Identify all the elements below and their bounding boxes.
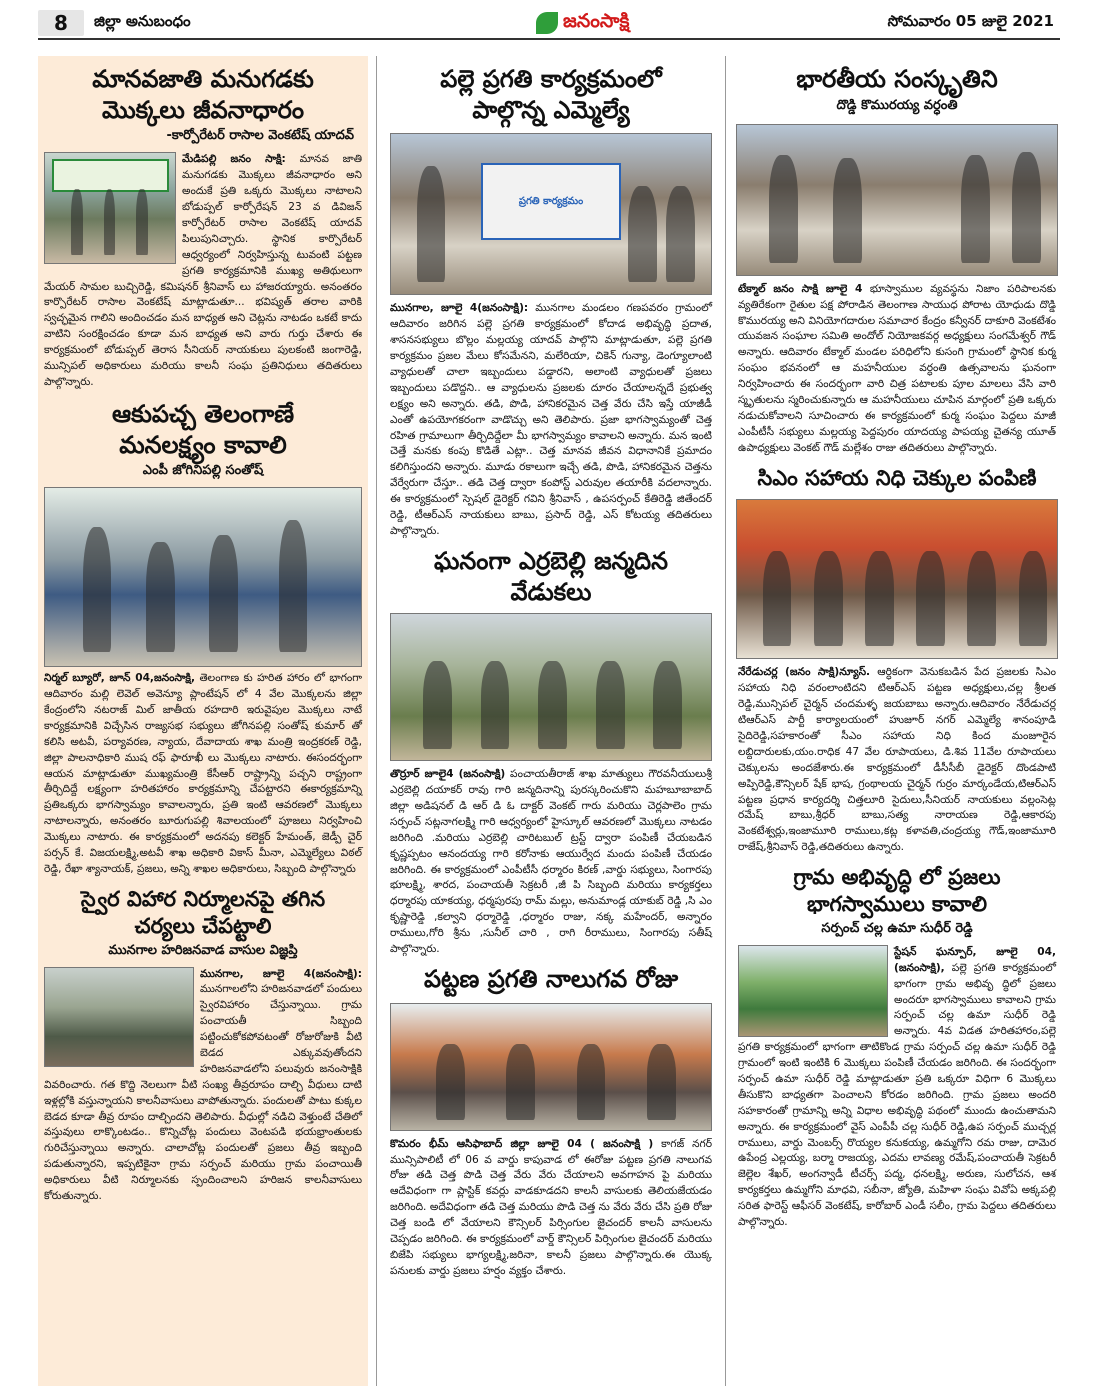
article-body: [38, 152, 368, 390]
photo-person: [481, 661, 510, 749]
photo-person: [506, 1044, 535, 1120]
photo-person: [538, 661, 567, 749]
photo-person: [71, 189, 83, 255]
article-text: పల్లె ప్రగతి కార్యక్రమంలో భాగంగా గ్రామ అభివృ ద్ధిలో ప్రజలు అందరూ భాగస్వాములు కావాలని గ్రామ సర్పంచ్ చల్ల ఉమా సుధీర్ రెడ్డి అన్నారు. 4వ విడత హరితహారం,పల్లె ప్రగతి కార్యక్రమంలో భాగంగా తాటికొండ గ్రామ సర్పంచ్ చల్ల ఉమా సుధీర్ రెడ్డి గ్రామంలో ఇంటి ఇంటికి 6 మొక్కలు పంపిణీ చేయడం జరిగింది. ఈ సందర్భంగా సర్పంచ్ ఉమా సుధీర్ రెడ్డి మాట్లాడుతూ ప్రతి ఒక్కరూ విధిగా 6 మొక్కలు తీసుకొని బాధ్యతగా పెంచాలని కోరడం జరిగింది. గ్రామ ప్రజలు అందరి సహకారంతో గ్రామాన్ని అన్ని విధాల అభివృద్ధి పథంలో ముందు ఉంచుతామని అన్నారు. ఈ కార్యక్రమంలో వైస్ ఎంపీపీ చల్ల సుధీర్ రెడ్డి,ఉప సర్పంచ్ ముచ్చర్ల రాములు, వార్డు మెంబర్స్ రొయ్యల కనుకయ్య, ఉమ్మగోని రమ రాజు, దామెర ఉపేంద్ర ఎల్లయ్య, బర్మా రాజయ్య, ఎదమ లావణ్య రమేష్,పంచాయతీ సెక్రటరీ జెల్లెల శేఖర్, అంగన్వాడీ టీచర్స్ పద్మ, ధనలక్ష్మి, అరుణ, సులోచన, ఆశ కార్యకర్తలు ఉమ్మగోని మాధవి, సబీనా, జ్యోతి, మహిళా సంఘ వివోఏ అక్కపల్లి సరిత ఫారెస్ట్ ఆఫీసర్ వెంకటేష్, కారోబార్ ఎండీ సలీం, గ్రామ పెద్దలు తదితరులు పాల్గొన్నారు.: [738, 961, 1056, 1228]
photo-banner: [52, 159, 169, 192]
headline: పట్టణ ప్రగతి నాలుగవ రోజు: [423, 964, 679, 993]
article-pig-menace: [38, 886, 368, 1205]
column-divider: [725, 56, 726, 1386]
issue-date: సోమవారం 05 జులై 2021: [887, 12, 1054, 30]
photo-person: [916, 551, 945, 646]
column-divider: [376, 56, 377, 1386]
photo-person: [628, 186, 657, 282]
photo-person: [104, 189, 116, 255]
headline-line2: చర్యలు చేపట్టాలి: [134, 913, 272, 938]
headline-line1: మానవజాతి మనుగడకు: [92, 65, 314, 93]
photo-person: [136, 189, 148, 255]
article-text: ఆర్ధికంగా వెనుకబడిన పేద ప్రజలకు సిఎం సహాయ నిధి వరంలాంటిదని టిఆర్ఎస్ పట్టణ అధ్యక్షులు,చల్ల శ్రీలత రెడ్డి,మున్సిపల్ చైర్మన్ చందమళ్ళ జయబాబు అన్నారు.ఆదివారం నేరేడుచర్ల టిఆర్ఎస్ పార్టీ కార్యాలయంలో హుజూర్ నగర్ ఎమ్మెల్యే శానంపూడి సైదిరెడ్డి,సహకారంతో సీఎం సహాయ నిధి కింద మంజూరైన లబ్దిదారులకు,యం.రాధిక 47 వేల రూపాయలు, డి.శివ 11వేల రూపాయలు చెక్కులను అందజేశారు.ఈ కార్యక్రమంలో డీసీసీబీ డైరెక్టర్ దొండపాటి అప్పిరెడ్డి,కౌన్సిలర్ షేక్ భాష, గ్రంథాలయ చైర్మన్ గుర్రం మార్కండేయ,టిఆర్ఎస్ పట్టణ ప్రధాన కార్యదర్శి చిత్తలూరి సైదులు,సీనియర్ నాయకులు వల్లంసెట్ల రమేష్ బాబు,శ్రీధర్ బాబు,సత్య నారాయణ రెడ్డి,ఆకారపు వెంకటేశ్వర్లు,ఇంజామూరి రాములు,కట్ల కళావతి,చంద్రయ్య గౌడ్,ఇంజామూరి రాజేష్,శ్రీనివాస్ రెడ్డి,తదితరులు ఉన్నారు.: [738, 666, 1056, 854]
article-photo: [390, 133, 712, 295]
headline: సిఎం సహాయ నిధి చెక్కుల పంపిణి: [757, 465, 1037, 490]
page-number: 8: [38, 10, 84, 36]
article-subtitle: మునగాల హరిజనవాడ వాసుల విజ్ఞప్తి: [108, 942, 298, 958]
dateline: నిర్మల్ బ్యూరో, జూన్ 04,జనంసాక్షి,: [44, 672, 195, 685]
headline-line1: స్వైర విహార నిర్మూలనపై తగిన: [80, 886, 326, 911]
article-photo: [44, 152, 176, 264]
article-photo: [44, 967, 194, 1067]
column-3: [732, 56, 1062, 1386]
photo-person: [961, 155, 990, 263]
article-komuraiah: [732, 56, 1062, 457]
article-photo: [736, 499, 1058, 659]
article-text: మునగాలలోని హరిజనవాడలో పందులు స్వైరవిహారం చేస్తున్నాయి. గ్రామ పంచాయతీ సిబ్బంది పట్టించుకోకపోవటంతో రోజురోజుకి వీటి బెడద ఎక్కువవుతోందని హరిజనవాడలోని పలువురు జనంసాక్షికి వివరించారు. గత కొద్ది నెలలుగా వీటి సంఖ్య తీవ్రరూపం దాల్చి వీధులు దాటి ఇళ్లల్లోకి వస్తున్నాయని కాలనీవాసులు వాపోతున్నారు. పందులతో పాటు కుక్కల బెడద కూడా తీవ్ర రూపం దాల్చిందని తెలిపారు. వీధుల్లో నడిచి వెళ్తుంటే చేతిలో వస్తువులు లాక్కొంటడం.. కొన్నిచోట్ల పందులు వెంటపడి భయభ్రాంతులకు గురిచేస్తున్నాయి అన్నారు. చాలాచోట్ల పందులతో ప్రజలు తీవ్ర ఇబ్బంది పడుతున్నారని, ఇప్పటికైనా గ్రామ సర్పంచ్ మరియు గ్రామ పంచాయితీ అధికారులు వీటి నిర్మూలనకు స్పందించాలని హరిజన కాలనీవాసులు కోరుతున్నారు.: [44, 983, 362, 1203]
dateline: మునగాల, జూలై 4(జనంసాక్షి):: [390, 302, 529, 315]
article-photo: [736, 124, 1058, 276]
article-pattana-pragathi: [384, 964, 718, 1280]
photo-person: [833, 158, 862, 263]
article-photo: [390, 613, 712, 761]
article-photo: [44, 487, 362, 667]
article-body: [732, 945, 1062, 1231]
article-subtitle: ఎంపీ జోగినిపల్లి సంతోష్: [142, 463, 264, 479]
article-body: [732, 282, 1062, 457]
photo-person: [814, 551, 843, 646]
dateline: టేక్మాల్ జనం సాక్షి జూలై 4: [738, 282, 863, 295]
article-subtitle: దొడ్డి కొమురయ్య వర్ధంతి: [836, 97, 958, 113]
headline-line2: మొక్కలు జీవనాధారం: [101, 95, 305, 124]
photo-person: [653, 661, 682, 749]
dateline: మునగాల, జూలై 4(జనంసాక్షి):: [200, 967, 362, 980]
headline-line1: పల్లె ప్రగతి కార్యక్రమంలో: [440, 65, 662, 93]
article-body: [384, 767, 718, 958]
article-village-development: [732, 864, 1062, 1231]
photo-person: [417, 166, 446, 281]
masthead-logo: [536, 8, 629, 38]
article-text: తెలంగాణ కు హరిత హారం లో భాగంగా ఆదివారం మల్లి లెవెల్ అవెన్యూ ప్లాంటేషన్ లో 4 వేల మొక్కలను జిల్లా కేంద్రంలోని నటరాజ్ మిల్ జాతీయ రహదారి ఇరువైపుల మొక్కలు నాటే కార్యక్రమానికి విచ్చేసిన రాజ్యసభ సభ్యులు జోగినపల్లి సంతోష్ కుమార్ తో కలిసి అటవీ, పర్యావరణ, న్యాయ, దేవాదాయ శాఖ మంత్రి ఇంద్రకరణ్ రెడ్డి, జిల్లా పాలనాధికారి ముష రఫ్ ఫారూఖీ లు మొక్కలు నాటారు. ఈసందర్భంగా ఆయన మాట్లాడుతూ ముఖ్యమంత్రి కేసీఆర్ రాష్ట్రాన్ని పచ్చని రాష్ట్రంగా తీర్చిదిద్దే లక్ష్యంగా హరితహారం కార్యక్రమాన్ని చేపట్టారని ఈకార్యక్రమాన్ని ప్రతిఒక్కరు భాగస్వామ్యం కావాలన్నారు, ప్రతి ఇంటి ఆవరణలో మొక్కలు నాటాలన్నారు, అనంతరం బూరుగుపల్లి శివాలయంలో పూజలు నిర్వహించి మొక్కలు నాటారు. ఈ కార్యక్రమంలో అదనపు కలెక్టర్ హేమంత్, జెడ్పీ చైర్ పర్సన్ కే. విజయలక్ష్మి,అటవీ శాఖ అధికారి వికాస్ మీనా, ఎమ్మెల్యేలు విఠల్ రెడ్డి, రేఖా శ్యానాయక్, ప్రజలు, అన్ని శాఖల అధికారులు, సిబ్బంది పాల్గొన్నారు: [44, 672, 363, 875]
dateline: స్టేషన్ ఘన్పూర్, జూలై 04, (జనంసాక్షి),: [894, 945, 1056, 974]
column-2: [384, 56, 718, 1386]
headline-line2: మనలక్ష్యం కావాలి: [119, 430, 287, 459]
article-subtitle: సర్పంచ్ చల్ల ఉమా సుధీర్ రెడ్డి: [821, 920, 973, 936]
photo-person: [577, 1044, 606, 1120]
headline: భారతీయ సంస్కృతిని: [796, 65, 998, 93]
headline-line1: గ్రామ అభివృద్ధి లో ప్రజలు: [793, 865, 1001, 890]
article-text: కాగజ్ నగర్ మున్సిపాలిటీ లో 06 వ వార్డు కాపువాడ లో ఈరోజు పట్టణ ప్రగతి నాలుగవ రోజు తడి చెత్త పొడి చెత్త వేరు వేరు చేయాలని అవగాహన పై మరియు ఆదేవిధంగా గా ప్లాస్టిక్ కవర్లు వాడకూడదని కాలనీ వాసులకు తెలియజేయడం జరిగింది. అదేవిధంగా తడి చెత్త మరియు పొడి చెత్త ను వేరు వేరు చేసి ప్రతి రోజు చెత్త బండి లో వేయాలని కౌన్సిలర్ పిర్సింగుల జైచందర్ కాలనీ వాసులను చెప్పడం జరిగింది. ఈ కార్యక్రమంలో వార్డ్ కౌన్సిలర్ పిర్సింగుల జైచందర్ మరియు బిజేపి సభ్యులు భాగ్యలక్ష్మి,జరినా, కాలనీ ప్రజలు పాల్గొన్నారు.ఈ యొక్క పనులకు వార్డు ప్రజలు హర్షం వ్యక్తం చేశారు.: [390, 1137, 713, 1277]
article-photo: [390, 1003, 712, 1131]
page-header: [38, 8, 1060, 40]
photo-person: [279, 520, 307, 652]
photo-person: [1019, 551, 1048, 646]
section-title: జిల్లా అనుబంధం: [94, 12, 191, 30]
photo-banner: ప్రగతి కార్యక్రమం: [481, 163, 622, 240]
photo-person: [1012, 152, 1041, 263]
leaf-icon: [536, 12, 558, 34]
dateline: తొర్రూర్ జూలై4 (జనంసాక్షి): [390, 768, 506, 781]
photo-person: [666, 186, 695, 282]
photo-person: [763, 551, 792, 646]
article-text: పంచాయతీరాజ్ శాఖ మాత్యులు గౌరవనీయులుశ్రీ ఎర్రబెల్లి దయాకర్ రావు గారి జన్మదినాన్ని పురస్కరించుకొని మహబూబాబాద్ జిల్లా అడిషనల్ డి ఆర్ డి ఓ దాక్టర్ వెంకట్ గారు మరియు చెర్లపాలెం గ్రామ సర్పంచ్ సట్లనాగలక్ష్మి గారి ఆధ్వర్యంలో హైస్కూల్ ఆవరణలో మొక్కలు నాటడం జరిగింది .మరియు ఎర్రబెల్లి చారిటబుల్ ట్రస్ట్ ద్వారా పంపిణీ చేయబడిన కృష్ణప్పటం ఆనందయ్య గారి కరోనాకు ఆయుర్వేద మందు పంపిణీ చేయడం జరిగింది. ఈ కార్యక్రమంలో ఎంపీటీసీ ధర్మారం కిరణ్ ,వార్డు సభ్యులు, సింగారపు భూలక్ష్మి, శారద, పంచాయతీ సెక్రటరీ ,జీ పి సిబ్బంది మరియు కార్యకర్తలు ధర్మారపు యాకయ్య, ధర్మపురపు రామ్ మల్లు, అనుమాండ్ల యాకుబ్ రెడ్డి ,సి ఎం కృష్ణారెడ్డి ,కల్వాని ధర్మారెడ్డి ,ధర్మారం రాజు, నక్క మహేందర్, అన్నారం రాములు,గోరి శ్రీను ,సునీల్ చారి , రాగి రీరాములు, సింగారపు సతీష్ పాల్గొన్నారు.: [390, 768, 712, 956]
photo-person: [209, 535, 237, 652]
photo-person: [423, 661, 452, 749]
headline-line2: భాగస్వాములు కావాలి: [807, 891, 987, 916]
column-1: [38, 56, 368, 1386]
headline-line1: ఘనంగా ఎర్రబెల్లి జన్మదిన: [434, 546, 668, 575]
article-body: [384, 301, 718, 539]
article-cm-relief-fund: [732, 465, 1062, 857]
photo-person: [596, 661, 625, 749]
headline-line2: వేడుకలు: [510, 577, 592, 606]
headline-line2: పాల్గొన్న ఎమ్మెల్యే: [472, 95, 630, 124]
article-body: [384, 1137, 718, 1280]
photo-person: [865, 551, 894, 646]
dateline: మేడిపల్లి జనం సాక్షి:: [182, 153, 286, 166]
photo-person: [436, 1044, 465, 1120]
headline-line1: ఆకుపచ్చ తెలంగాణే: [111, 399, 295, 428]
photo-person: [83, 527, 111, 652]
masthead-text: జనంసాక్షి: [563, 9, 630, 32]
article-photo: [738, 945, 888, 1037]
article-errabelli-birthday: [384, 546, 718, 958]
photo-person: [647, 1044, 676, 1120]
article-mla-pragathi: [384, 56, 718, 540]
photo-person: [146, 542, 174, 652]
article-body: [38, 967, 368, 1205]
article-text: భూస్వాముల వ్యవస్థను నిజాం పరిపాలనకు వ్యతిరేకంగా రైతుల పక్ష పోరాడిన తెలంగాణ సాయుధ పోరాట యోధుడు దొడ్డి కొమురయ్య అని వినియోగదారుల సమాచార కేంద్రం కన్వీనర్ దాకూరి వెంకటేశం యువజన సంఘాల సమితి అందోల్ నియోజకవర్గ అధ్యక్షులు సంగమేశ్వర్ గౌడ్ అన్నారు. ఆదివారం టేక్మాల్ మండల పరిధిలోని కుసంగి గ్రామంలో స్థానిక కుర్మ సంఘం భవనంలో ఆ మహనీయుల వర్ధంతి ఉత్సవాలను ఘనంగా నిర్వహించారు ఈ సందర్భంగా వారి చిత్ర పటాలకు పూల మాలలు వేసి వారి స్మృతులను స్మరించుకున్నారు ఆ మహనీయులు చూపిన మార్గంలో ప్రతి ఒక్కరు నడుచుకోవాలని సూచించారు ఈ కార్యక్రమంలో కుర్మ సంఘం పెద్దలు మాజీ ఎంపీటీసీ సభ్యులు మల్లయ్య పెద్దపురం యాదయ్య పాపయ్య చైతన్య యూత్ ఉపాధ్యక్షులు వెంకట్ గౌడ్ మల్లేశం రాజు తదితరులు పాల్గొన్నారు.: [738, 282, 1056, 454]
article-byline: -కార్పోరేటర్ రాసాల వెంకటేష్ యాదవ్: [166, 128, 354, 144]
article-plants-lifeline: [38, 56, 368, 391]
dateline: కొమరం భీమ్ ఆసిఫాబాద్ జిల్లా జూలై 04 ( జనంసాక్షి ): [390, 1137, 654, 1150]
dateline: నేరేడుచర్ల (జనం సాక్షి)న్యూస్.: [738, 666, 871, 679]
article-body: [732, 665, 1062, 856]
article-text: మునగాల మండలం గణపవరం గ్రామంలో ఆదివారం జరిగిన పల్లె ప్రగతి కార్యక్రమంలో కోదాడ అభివృద్ధి ప్రదాత, శాసనసభ్యులు బొల్లం మల్లయ్య యాదవ్ పాల్గొని మాట్లాడుతూ, పల్లె ప్రగతి కార్యక్రమం ప్రజల మేలు కోసమేనని, మలేరియా, చికెన్ గున్యా, డెంగ్యూలాంటి వ్యాధులతో చాలా ఇబ్బందులు పడ్డారని, అలాంటి వ్యాధులతో ప్రజలు ఇబ్బందులు పడొద్దని.. ఆ వ్యాధులను ప్రజలకు దూరం చేయాలన్నదే ప్రభుత్వ లక్ష్యం అని అన్నారు. తడి, పొడి, హానికరమైన చెత్త వేరు చేసి ఇస్తే యాజీడీ ఎంతో ఉపయోగకరంగా వాడొచ్చు అని తెలిపారు. ప్రజా భాగస్వామ్యంతో చెత్త రహిత గ్రామాలుగా తీర్చిదిద్దేలా మీ భాగస్వామ్యం కావాలని అన్నారు. మన ఇంటి చెత్తే మనకు కంపు కొడితే ఎట్లా.. చెత్త మానవ జీవన విధానానికే ప్రమాదం కలిగిస్తుందని అన్నారు. మూడు రకాలుగా ఇచ్చే తడి, పొడి, హానికరమైన చెత్తను వేర్వేరుగా చేస్తూ.. తడి చెత్త ద్వారా కంపోస్ట్ ఎరువుల తయారీకి వదలాన్నారు. ఈ కార్యక్రమంలో స్పెషల్ డైరెక్టర్ గవిని శ్రీనివాస్ , ఉపసర్పంచ్ కేతిరెడ్డి జితేందర్ రెడ్డి, టీఆర్ఎస్ నాయకులు బాబు, ప్రసాద్ రెడ్డి, ఎస్ కోటయ్య తదితరులు పాల్గొన్నారు.: [390, 302, 712, 537]
article-green-telangana: [38, 399, 368, 878]
photo-person: [769, 155, 798, 263]
article-body: [38, 671, 368, 878]
photo-person: [967, 551, 996, 646]
article-text: మానవ జాతి మనుగడకు మొక్కలు జీవనాధారం అని అందుకే ప్రతి ఒక్కరు మొక్కలు నాటాలని బోడుప్పల్ కార్పోరేషన్ 23 వ డివిజన్ కార్పోరేటర్ రాసాల వెంకటేష్ యాదవ్ పిలుపునిచ్చారు. స్థానిక కార్పొరేటర్ ఆధ్వర్యంలో నిర్వహిస్తున్న టువంటి పట్టణ ప్రగతి కార్యక్రమానికి ముఖ్య అతిథులుగా మేయర్ సామల బుచ్చిరెడ్డి, కమిషనర్ శ్రీనివాస్ లు హాజరయ్యారు. అనంతరం కార్పొరేటర్ రాసాల వెంకటేష్ మాట్లాడుతూ... భవిష్యత్ తరాల వారికి స్వచ్ఛమైన గాలిని అందించడం మన బాధ్యత అని చెట్లను నాటడం ఒకటే కాదు వాటిని సంరక్షించడం కూడా మన బాధ్యత అని వారు గుర్తు చేశారు ఈ కార్యక్రమంలో బోడుప్పల్ తెరాస సీనియర్ నాయకులు పులకంటి జంగారెడ్డి, మున్సిపల్ అధికారులు మరియు కాలనీ సంఘ ప్రతినిధులు తదితరులు పాల్గొన్నారు.: [44, 153, 363, 388]
